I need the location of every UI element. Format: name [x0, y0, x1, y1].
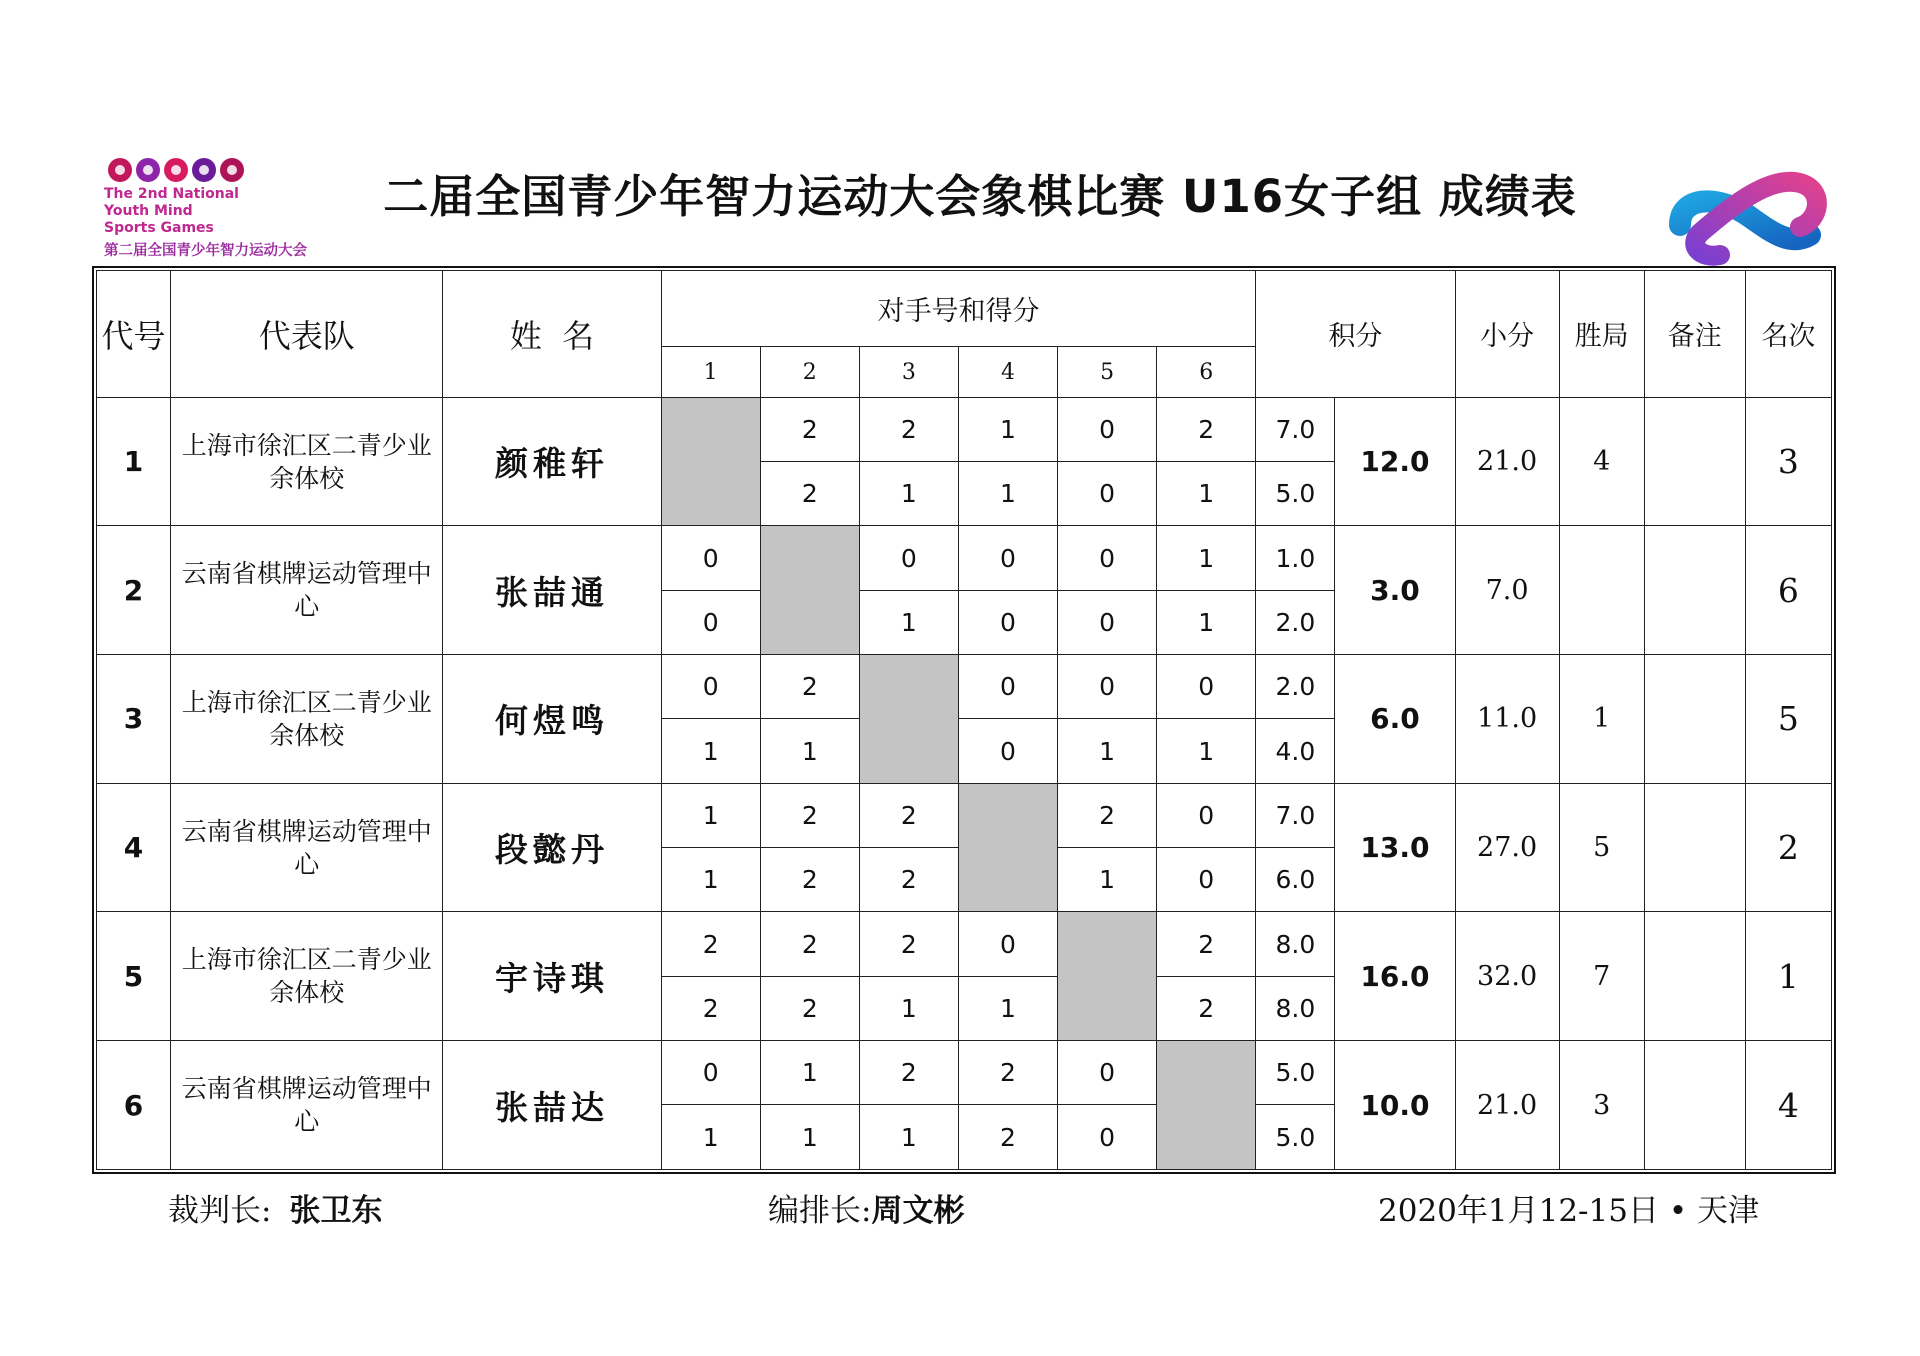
game-score: 2 [760, 655, 859, 719]
game-score: 1 [661, 848, 760, 912]
chief-referee-label: 裁判长: [168, 1193, 272, 1229]
wins-count: 4 [1559, 397, 1644, 526]
player-name: 宇诗琪 [443, 912, 661, 1041]
player-name: 颜稚轩 [443, 397, 661, 526]
bridge-icon [220, 158, 244, 182]
game-score: 1 [760, 719, 859, 783]
game-score: 0 [1058, 655, 1157, 719]
game-score: 2 [760, 848, 859, 912]
game-score: 1 [661, 783, 760, 847]
header-opponent-number: 5 [1058, 347, 1157, 397]
half-points: 2.0 [1256, 590, 1335, 654]
player-code: 6 [97, 1041, 171, 1170]
table-row [97, 912, 1832, 976]
game-score: 0 [1058, 590, 1157, 654]
chief-referee-name: 张卫东 [289, 1193, 383, 1229]
game-score: 0 [958, 719, 1057, 783]
results-table-frame [92, 266, 1836, 1174]
game-score: 2 [661, 976, 760, 1040]
checkers-icon [192, 158, 216, 182]
total-points: 12.0 [1335, 397, 1455, 526]
game-score: 1 [760, 1105, 859, 1170]
table-row [97, 783, 1832, 847]
rank-value: 4 [1745, 1041, 1831, 1170]
remarks-cell [1644, 783, 1745, 912]
game-score: 2 [661, 912, 760, 976]
rank-value: 5 [1745, 655, 1831, 784]
results-table [96, 270, 1832, 1170]
player-code: 1 [97, 397, 171, 526]
self-match-cell [859, 655, 958, 784]
game-score: 2 [859, 912, 958, 976]
game-score: 1 [1157, 526, 1256, 590]
game-score: 0 [661, 1041, 760, 1105]
remarks-cell [1644, 526, 1745, 655]
game-score: 2 [859, 848, 958, 912]
chess-icon [164, 158, 188, 182]
player-code: 5 [97, 912, 171, 1041]
player-name: 张喆通 [443, 526, 661, 655]
header-opponent-number: 2 [760, 347, 859, 397]
total-points: 6.0 [1335, 655, 1455, 784]
game-score: 0 [1058, 1041, 1157, 1105]
self-match-cell [661, 397, 760, 526]
half-points: 8.0 [1256, 912, 1335, 976]
game-score: 2 [760, 912, 859, 976]
game-score: 1 [1157, 590, 1256, 654]
sub-score: 21.0 [1455, 397, 1559, 526]
half-points: 2.0 [1256, 655, 1335, 719]
game-score: 2 [1157, 397, 1256, 461]
game-score: 0 [1058, 1105, 1157, 1170]
game-score: 2 [760, 397, 859, 461]
infinity-logo-icon [1660, 155, 1840, 275]
logo-text-line3: Sports Games [104, 220, 214, 236]
game-score: 0 [661, 590, 760, 654]
header-points: 积分 [1256, 271, 1455, 398]
game-score: 0 [1058, 462, 1157, 526]
player-name: 张喆达 [443, 1041, 661, 1170]
header-opponents: 对手号和得分 [661, 271, 1256, 347]
header-remarks: 备注 [1644, 271, 1745, 398]
logo-text-line2: Youth Mind [104, 203, 193, 219]
self-match-cell [958, 783, 1057, 912]
table-row [97, 1041, 1832, 1105]
header-opponent-number: 3 [859, 347, 958, 397]
page-title: 二届全国青少年智力运动大会象棋比赛 U16女子组 成绩表 [383, 170, 1577, 223]
sub-score: 32.0 [1455, 912, 1559, 1041]
half-points: 8.0 [1256, 976, 1335, 1040]
game-score: 0 [958, 590, 1057, 654]
player-name: 何煜鸣 [443, 655, 661, 784]
rank-value: 6 [1745, 526, 1831, 655]
chief-arbiter-name: 周文彬 [871, 1193, 965, 1229]
game-score: 1 [1058, 848, 1157, 912]
sub-score: 7.0 [1455, 526, 1559, 655]
remarks-cell [1644, 397, 1745, 526]
header-team: 代表队 [171, 271, 443, 398]
wins-count: 1 [1559, 655, 1644, 784]
rank-value: 1 [1745, 912, 1831, 1041]
player-team: 上海市徐汇区二青少业余体校 [171, 397, 443, 526]
self-match-cell [760, 526, 859, 655]
player-code: 3 [97, 655, 171, 784]
player-team: 云南省棋牌运动管理中心 [171, 783, 443, 912]
game-score: 0 [958, 526, 1057, 590]
remarks-cell [1644, 655, 1745, 784]
game-score: 2 [859, 783, 958, 847]
game-score: 2 [859, 1041, 958, 1105]
game-score: 1 [1157, 719, 1256, 783]
total-points: 16.0 [1335, 912, 1455, 1041]
player-team: 上海市徐汇区二青少业余体校 [171, 655, 443, 784]
half-points: 5.0 [1256, 1105, 1335, 1170]
game-score: 2 [760, 783, 859, 847]
game-score: 1 [760, 1041, 859, 1105]
game-score: 2 [1157, 912, 1256, 976]
header-code: 代号 [97, 271, 171, 398]
total-points: 3.0 [1335, 526, 1455, 655]
sub-score: 11.0 [1455, 655, 1559, 784]
game-score: 0 [859, 526, 958, 590]
game-score: 1 [661, 719, 760, 783]
game-score: 0 [1058, 526, 1157, 590]
player-code: 4 [97, 783, 171, 912]
header-rank: 名次 [1745, 271, 1831, 398]
self-match-cell [1058, 912, 1157, 1041]
game-score: 1 [958, 976, 1057, 1040]
table-row [97, 655, 1832, 719]
sub-score: 21.0 [1455, 1041, 1559, 1170]
logo-text-line1: The 2nd National [104, 186, 239, 202]
game-score: 2 [958, 1105, 1057, 1170]
player-team: 云南省棋牌运动管理中心 [171, 1041, 443, 1170]
game-score: 2 [1058, 783, 1157, 847]
chief-arbiter [768, 1185, 964, 1230]
header-name: 姓 名 [443, 271, 661, 398]
header-sub-score: 小分 [1455, 271, 1559, 398]
chief-arbiter-label: 编排长: [768, 1193, 872, 1229]
game-score: 2 [760, 462, 859, 526]
half-points: 5.0 [1256, 462, 1335, 526]
xiangqi-icon [136, 158, 160, 182]
header-opponent-number: 4 [958, 347, 1057, 397]
wins-count [1559, 526, 1644, 655]
game-score: 2 [958, 1041, 1057, 1105]
remarks-cell [1644, 912, 1745, 1041]
chief-referee [168, 1185, 382, 1230]
player-team: 云南省棋牌运动管理中心 [171, 526, 443, 655]
total-points: 10.0 [1335, 1041, 1455, 1170]
game-score: 1 [1157, 462, 1256, 526]
logo-text-cn: 第二届全国青少年智力运动大会 [104, 243, 307, 259]
half-points: 4.0 [1256, 719, 1335, 783]
game-score: 2 [760, 976, 859, 1040]
game-score: 1 [958, 397, 1057, 461]
game-score: 0 [1157, 848, 1256, 912]
game-score: 1 [859, 976, 958, 1040]
sub-score: 27.0 [1455, 783, 1559, 912]
game-score: 1 [661, 1105, 760, 1170]
game-score: 0 [1157, 783, 1256, 847]
player-name: 段懿丹 [443, 783, 661, 912]
rank-value: 3 [1745, 397, 1831, 526]
total-points: 13.0 [1335, 783, 1455, 912]
header-wins: 胜局 [1559, 271, 1644, 398]
table-row [97, 526, 1832, 590]
game-score: 0 [661, 526, 760, 590]
half-points: 7.0 [1256, 783, 1335, 847]
half-points: 1.0 [1256, 526, 1335, 590]
game-score: 0 [958, 912, 1057, 976]
game-score: 2 [1157, 976, 1256, 1040]
go-icon [108, 158, 132, 182]
game-score: 0 [958, 655, 1057, 719]
wins-count: 5 [1559, 783, 1644, 912]
game-score: 1 [859, 462, 958, 526]
header-opponent-number: 1 [661, 347, 760, 397]
game-score: 2 [859, 397, 958, 461]
date-place: 2020年1月12-15日 • 天津 [1378, 1193, 1759, 1229]
half-points: 5.0 [1256, 1041, 1335, 1105]
half-points: 7.0 [1256, 397, 1335, 461]
wins-count: 7 [1559, 912, 1644, 1041]
header-opponent-number: 6 [1157, 347, 1256, 397]
game-score: 1 [859, 1105, 958, 1170]
player-team: 上海市徐汇区二青少业余体校 [171, 912, 443, 1041]
table-row [97, 397, 1832, 461]
rank-value: 2 [1745, 783, 1831, 912]
game-score: 1 [859, 590, 958, 654]
wins-count: 3 [1559, 1041, 1644, 1170]
remarks-cell [1644, 1041, 1745, 1170]
player-code: 2 [97, 526, 171, 655]
game-score: 0 [1058, 397, 1157, 461]
game-score: 0 [661, 655, 760, 719]
game-score: 1 [958, 462, 1057, 526]
half-points: 6.0 [1256, 848, 1335, 912]
game-score: 0 [1157, 655, 1256, 719]
self-match-cell [1157, 1041, 1256, 1170]
game-score: 1 [1058, 719, 1157, 783]
